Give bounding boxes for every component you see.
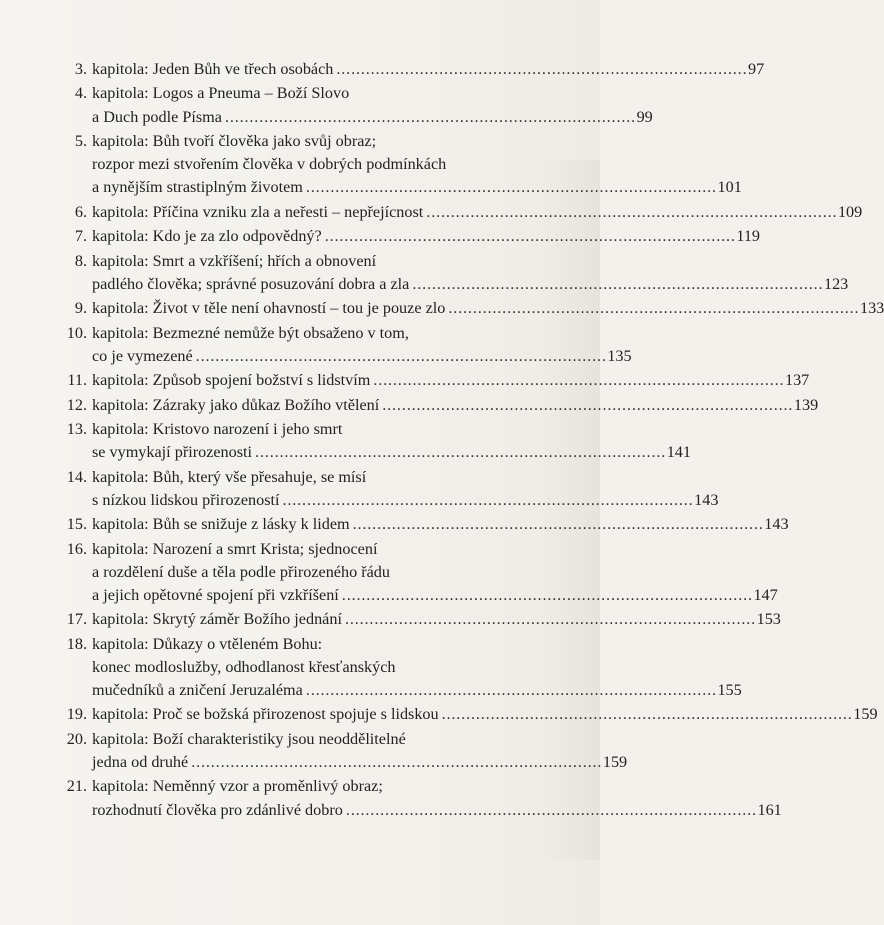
dot-leader <box>442 703 851 726</box>
toc-entry <box>40 418 691 464</box>
dot-leader <box>346 799 755 822</box>
chapter-title <box>92 201 862 224</box>
toc-entry <box>40 82 653 128</box>
chapter-number: 7. <box>74 227 87 246</box>
toc-entry <box>40 775 782 821</box>
dot-leader <box>426 201 835 224</box>
chapter-title <box>92 369 809 392</box>
chapter-title <box>92 322 632 368</box>
chapter-title <box>92 538 778 608</box>
toc-entry <box>40 608 781 631</box>
toc-entry <box>40 58 765 81</box>
toc-entry <box>40 394 819 417</box>
page-number: 159 <box>853 705 878 724</box>
page-number: 159 <box>602 753 628 772</box>
page-number: 143 <box>694 490 719 509</box>
chapter-number: 5. <box>74 131 87 150</box>
chapter-number: 10. <box>66 323 87 342</box>
dot-leader <box>306 176 715 199</box>
title-line: a nynějším strastiplným životem <box>92 178 303 197</box>
toc-entry <box>40 322 632 368</box>
dot-leader <box>412 273 821 296</box>
chapter-title <box>92 130 742 200</box>
chapter-number: 18. <box>66 634 87 653</box>
chapter-number: 21. <box>66 777 87 796</box>
page-number: 133 <box>859 299 884 318</box>
title-line: a rozdělení duše a těla podle přirozeného řádu <box>92 562 390 581</box>
chapter-number: 14. <box>66 467 87 486</box>
title-line: kapitola: Bezmezné nemůže být obsaženo v tom, <box>92 323 409 342</box>
title-line: a jejich opětovné spojení při vzkříšení <box>92 585 339 604</box>
title-line: padlého člověka; správné posuzování dobra a zla <box>92 274 410 293</box>
page-number: 109 <box>837 202 863 221</box>
title-line: kapitola: Proč se božská přirozenost spojuje s lidskou <box>92 705 439 724</box>
dot-leader <box>196 345 605 368</box>
title-line: se vymykají přirozenosti <box>92 443 253 462</box>
chapter-number: 12. <box>66 395 87 414</box>
page-number: 143 <box>764 515 789 534</box>
toc-entry <box>40 466 719 512</box>
chapter-number: 9. <box>74 299 87 318</box>
title-line: co je vymezené <box>92 346 193 365</box>
dot-leader <box>336 58 745 81</box>
chapter-title <box>92 775 782 821</box>
page-number: 123 <box>823 274 849 293</box>
dot-leader <box>225 106 634 129</box>
table-of-contents <box>40 58 884 823</box>
title-line: kapitola: Logos a Pneuma – Boží Slovo <box>92 84 350 103</box>
title-line: kapitola: Neměnný vzor a proměnlivý obraz; <box>92 777 383 796</box>
dot-leader <box>373 369 782 392</box>
title-line: kapitola: Život v těle není ohavností – tou je pouze zlo <box>92 299 446 318</box>
chapter-number: 6. <box>74 202 87 221</box>
page-number: 137 <box>784 371 810 390</box>
chapter-title <box>92 58 764 81</box>
title-line: kapitola: Příčina vzniku zla a neřesti – nepřejícnost <box>92 202 424 221</box>
title-line: rozpor mezi stvořením člověka v dobrých podmínkách <box>92 155 447 174</box>
title-line: kapitola: Jeden Bůh ve třech osobách <box>92 60 334 78</box>
dot-leader <box>382 394 791 417</box>
title-line: kapitola: Kdo je za zlo odpovědný? <box>92 227 322 246</box>
toc-entry <box>40 513 789 536</box>
title-line: kapitola: Smrt a vzkříšení; hřích a obnovení <box>92 251 377 270</box>
chapter-title <box>92 608 781 631</box>
title-line: rozhodnutí člověka pro zdánlivé dobro <box>92 800 343 819</box>
title-line: konec modloslužby, odhodlanost křesťanských <box>92 657 396 676</box>
chapter-title <box>92 225 760 248</box>
toc-entry <box>40 297 884 320</box>
dot-leader <box>345 608 754 631</box>
dot-leader <box>353 513 762 536</box>
chapter-title <box>92 633 742 703</box>
dot-leader <box>342 584 751 607</box>
chapter-number: 19. <box>66 705 87 724</box>
chapter-number: 20. <box>66 729 87 748</box>
title-line: kapitola: Zázraky jako důkaz Božího vtělení <box>92 395 380 414</box>
chapter-number: 8. <box>74 251 87 270</box>
chapter-title <box>92 297 884 320</box>
title-line: kapitola: Důkazy o vtěleném Bohu: <box>92 634 323 653</box>
title-line: kapitola: Způsob spojení božství s lidstvím <box>92 371 371 390</box>
toc-entry <box>40 633 742 703</box>
dot-leader <box>282 489 691 512</box>
chapter-title <box>92 513 789 536</box>
chapter-title <box>92 418 691 464</box>
title-line: kapitola: Boží charakteristiky jsou neoddělitelné <box>92 729 406 748</box>
toc-entry <box>40 201 863 224</box>
toc-entry <box>40 538 778 608</box>
dot-leader <box>325 225 734 248</box>
toc-entry <box>40 250 849 296</box>
title-line: kapitola: Bůh se snižuje z lásky k lidem <box>92 515 350 534</box>
page-number: 135 <box>607 346 632 365</box>
chapter-title <box>92 82 653 128</box>
toc-entry <box>40 130 742 200</box>
title-line: kapitola: Bůh tvoří člověka jako svůj obraz; <box>92 131 377 150</box>
page-number: 153 <box>756 610 781 629</box>
toc-entry <box>40 703 878 726</box>
toc-entry <box>40 369 810 392</box>
dot-leader <box>255 441 664 464</box>
toc-entry <box>40 728 628 774</box>
dot-leader <box>448 297 857 320</box>
title-line: kapitola: Kristovo narození i jeho smrt <box>92 419 343 438</box>
chapter-number: 17. <box>66 610 87 629</box>
title-line: s nízkou lidskou přirozeností <box>92 490 280 509</box>
chapter-number: 15. <box>66 515 87 534</box>
chapter-number: 4. <box>74 84 87 103</box>
page-number: 101 <box>717 178 742 197</box>
chapter-number: 13. <box>66 419 87 438</box>
dot-leader <box>306 679 715 702</box>
chapter-number: 3. <box>74 60 87 78</box>
page-number: 147 <box>753 585 778 604</box>
chapter-number: 11. <box>67 371 87 390</box>
chapter-title <box>92 703 878 726</box>
toc-entry <box>40 225 761 248</box>
chapter-number: 16. <box>66 539 87 558</box>
chapter-title <box>92 728 627 774</box>
page-number: 99 <box>636 107 653 126</box>
chapter-title <box>92 466 718 512</box>
title-line: kapitola: Bůh, který vše přesahuje, se mísí <box>92 467 367 486</box>
title-line: kapitola: Skrytý záměr Božího jednání <box>92 610 342 629</box>
title-line: mučedníků a zničení Jeruzaléma <box>92 681 303 700</box>
page-number: 97 <box>748 60 765 78</box>
page-number: 139 <box>793 395 819 414</box>
page-number: 119 <box>736 227 761 246</box>
page-number: 155 <box>717 681 742 700</box>
chapter-title <box>92 250 848 296</box>
title-line: kapitola: Narození a smrt Krista; sjednocení <box>92 539 378 558</box>
title-line: a Duch podle Písma <box>92 107 222 126</box>
dot-leader <box>191 751 600 774</box>
chapter-title <box>92 394 818 417</box>
page-number: 141 <box>666 443 691 462</box>
page-number: 161 <box>757 800 782 819</box>
title-line: jedna od druhé <box>92 753 189 772</box>
